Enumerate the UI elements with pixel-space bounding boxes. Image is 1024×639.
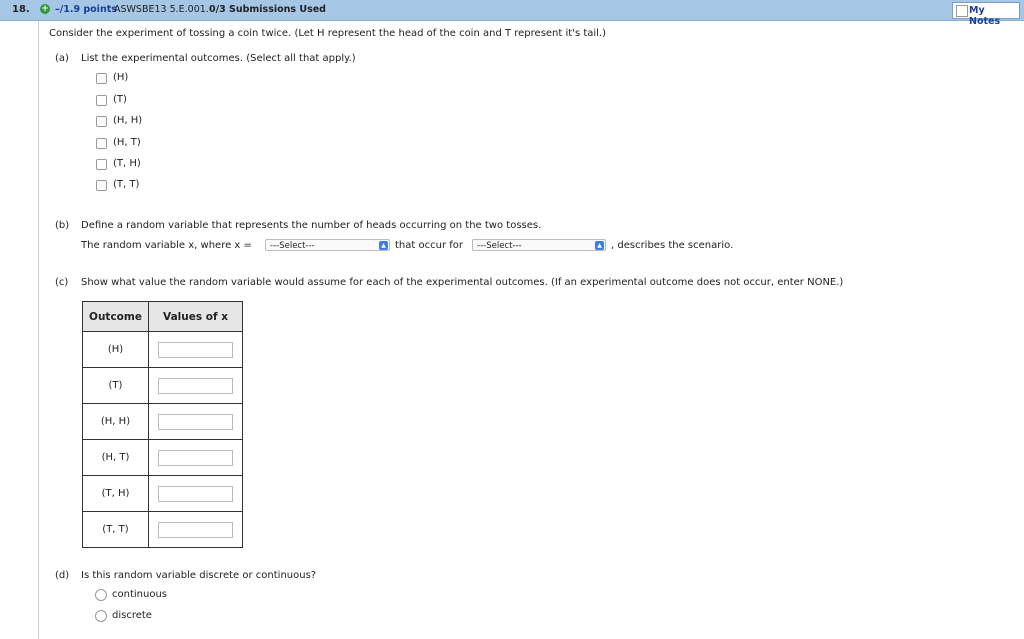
- part-b-end: , describes the scenario.: [611, 240, 734, 251]
- outcome-cell: (T, T): [83, 512, 149, 548]
- value-cell: [149, 512, 243, 548]
- value-input-hh[interactable]: [158, 414, 233, 430]
- intro-text: Consider the experiment of tossing a coin twice. (Let H represent the head of the coin and T represent it's tail.): [49, 28, 607, 39]
- select-arrow-icon: ▲: [379, 241, 388, 250]
- part-b-sentence-start: The random variable x, where x =: [81, 240, 252, 251]
- outcome-cell: (T, H): [83, 476, 149, 512]
- value-input-h[interactable]: [158, 342, 233, 358]
- option-tt: (T, T): [113, 179, 140, 190]
- table-header-row: [83, 302, 243, 332]
- value-cell: [149, 368, 243, 404]
- part-d-label: (d): [55, 570, 70, 581]
- outcome-cell: (T): [83, 368, 149, 404]
- value-input-ht[interactable]: [158, 450, 233, 466]
- part-d-prompt: Is this random variable discrete or continuous?: [81, 570, 317, 581]
- values-column-header: Values of x: [149, 302, 243, 332]
- my-notes-label: My Notes: [969, 5, 1001, 27]
- outcome-cell: (H, H): [83, 404, 149, 440]
- select-occurrence-value: ---Select---: [477, 241, 522, 251]
- outcome-values-table: [82, 301, 243, 548]
- value-cell: [149, 404, 243, 440]
- value-input-t[interactable]: [158, 378, 233, 394]
- option-h: (H): [113, 72, 129, 83]
- checkbox-ht[interactable]: [96, 138, 107, 149]
- option-continuous: continuous: [112, 589, 167, 600]
- checkbox-h[interactable]: [96, 73, 107, 84]
- my-notes-checkbox[interactable]: [956, 5, 968, 17]
- part-c-label: (c): [55, 277, 69, 288]
- radio-discrete[interactable]: [95, 610, 107, 622]
- checkbox-tt[interactable]: [96, 180, 107, 191]
- value-cell: [149, 440, 243, 476]
- part-c-prompt: Show what value the random variable would assume for each of the experimental outcomes. (If an experimental outcome does not occur, enter NONE.): [81, 277, 844, 288]
- part-b-prompt: Define a random variable that represents the number of heads occurring on the two tosses.: [81, 220, 542, 231]
- table-row: [83, 476, 243, 512]
- content-divider: [38, 21, 39, 639]
- checkbox-th[interactable]: [96, 159, 107, 170]
- table-row: [83, 440, 243, 476]
- part-b-label: (b): [55, 220, 70, 231]
- table-row: [83, 404, 243, 440]
- option-discrete: discrete: [112, 610, 152, 621]
- table-row: [83, 332, 243, 368]
- plus-circle-icon[interactable]: +: [41, 4, 49, 14]
- option-th: (T, H): [113, 158, 141, 169]
- question-number: 18.: [12, 4, 30, 15]
- value-cell: [149, 332, 243, 368]
- value-input-tt[interactable]: [158, 522, 233, 538]
- value-input-th[interactable]: [158, 486, 233, 502]
- part-a-prompt: List the experimental outcomes. (Select all that apply.): [81, 53, 356, 64]
- select-x-value: ---Select---: [270, 241, 315, 251]
- my-notes-button[interactable]: [952, 2, 1020, 27]
- points-link[interactable]: –/1.9 points: [55, 4, 117, 15]
- option-t: (T): [113, 94, 127, 105]
- question-header: [0, 0, 1024, 27]
- outcome-cell: (H): [83, 332, 149, 368]
- option-ht: (H, T): [113, 137, 141, 148]
- value-cell: [149, 476, 243, 512]
- select-x-definition[interactable]: [265, 239, 390, 251]
- submissions-used: 0/3 Submissions Used: [209, 4, 326, 15]
- option-hh: (H, H): [113, 115, 143, 126]
- question-code: ASWSBE13 5.E.001.: [114, 4, 209, 15]
- table-row: [83, 368, 243, 404]
- radio-continuous[interactable]: [95, 589, 107, 601]
- checkbox-t[interactable]: [96, 95, 107, 106]
- part-b-middle: that occur for: [395, 240, 463, 251]
- part-a-label: (a): [55, 53, 69, 64]
- outcome-column-header: Outcome: [83, 302, 149, 332]
- select-arrow-icon: ▲: [595, 241, 604, 250]
- table-row: [83, 512, 243, 548]
- select-occurrence[interactable]: [472, 239, 606, 251]
- outcome-cell: (H, T): [83, 440, 149, 476]
- checkbox-hh[interactable]: [96, 116, 107, 127]
